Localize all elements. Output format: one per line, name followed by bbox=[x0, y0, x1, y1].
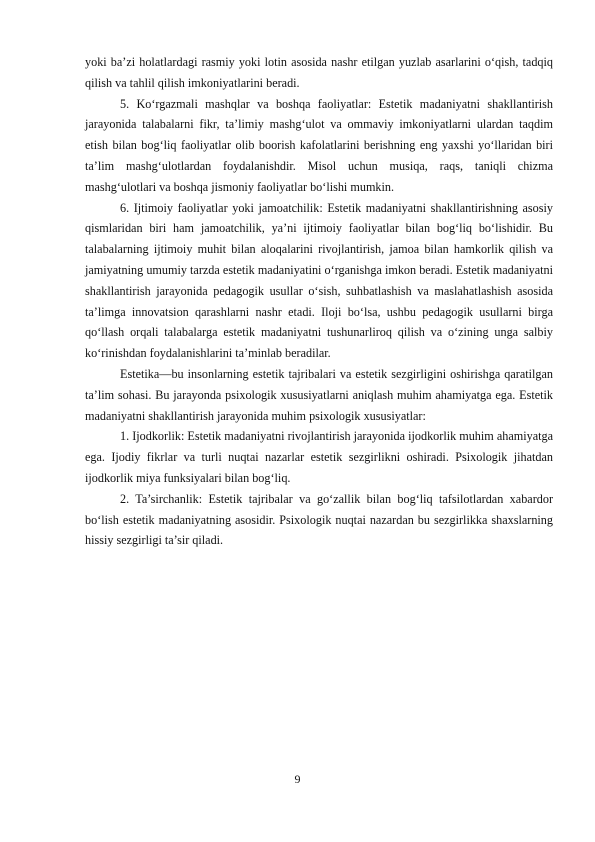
page-number: 9 bbox=[294, 772, 301, 786]
paragraph-item-6: 6. Ijtimoiy faoliyatlar yoki jamoatchilik: Estetik madaniyatni shakllantirishning asosiy qismlaridan biri ham jamoatchilik, ya’ni ijtimoiy faoliyatlar bilan bog‘liq bo‘lishidir. Bu talabalarning ijtimoiy muhit bilan aloqalarini rivojlantirish, jamoa bilan hamkorlik qilish va jamiyatning umumiy tarzda estetik madaniyatini o‘rganishga imkon beradi. Estetik madaniyatni shakllantirish jarayonida pedagogik usullar o‘sish, suhbatlashish va maslahatlashish asosida ta’limga innovatsion qarashlarni nashr etadi. Iloji bo‘lsa, ushbu pedagogik usullarni birga qo‘llash orqali talabalarga estetik madaniyatni tushunarliroq qilish va o‘zining unga salbiy ko‘rinishdan foydalanishlarini ta’minlab beradilar. bbox=[85, 200, 553, 361]
paragraph-item-2: 2. Ta’sirchanlik: Estetik tajribalar va go‘zallik bilan bog‘liq tafsilotlardan xabardor bo‘lish estetik madaniyatning asosidir. Psixologik nuqtai nazardan bu sezgirlikka shaxslarning hissiy sezgirligi ta’sir qiladi. bbox=[85, 491, 553, 548]
paragraph-item-1: 1. Ijodkorlik: Estetik madaniyatni rivojlantirish jarayonida ijodkorlik muhim ahamiyatga ega. Ijodiy fikrlar va turli nuqtai nazarlar estetik sezgirlikni oshiradi. Psixologik jihatdan ijodkorlik miya funksiyalari bilan bog‘liq. bbox=[85, 429, 553, 485]
paragraph-continuation: yoki ba’zi holatlardagi rasmiy yoki lotin asosida nashr etilgan yuzlab asarlarini o‘qish, tadqiq qilish va tahlil qilish imkoniyatlarini beradi. bbox=[85, 55, 553, 90]
paragraph-item-5: 5. Ko‘rgazmali mashqlar va boshqa faoliyatlar: Estetik madaniyatni shakllantirish jarayonida talabalarni fikr, ta’limiy mashg‘ulot va ommaviy imkoniyatlarni ulardan taqdim etish bilan bog‘liq faoliyatlar olib boorish kafolatlarini berishning eng yaxshi yo‘llaridan biri ta’lim mashg‘ulotlardan foydalanishdir. Misol uchun musiqa, raqs, taniqli chizma mashg‘ulotlari va boshqa jismoniy faoliyatlar bo‘lishi mumkin. bbox=[85, 96, 553, 194]
body-text bbox=[85, 52, 553, 551]
paragraph-estetika: Estetika—bu insonlarning estetik tajribalari va estetik sezgirligini oshirishga qaratilgan ta’lim sohasi. Bu jarayonda psixologik xususiyatlarni aniqlash muhim ahamiyatga ega. Estetik madaniyatni shakllantirish jarayonida muhim psixologik xususiyatlar: bbox=[85, 366, 553, 423]
